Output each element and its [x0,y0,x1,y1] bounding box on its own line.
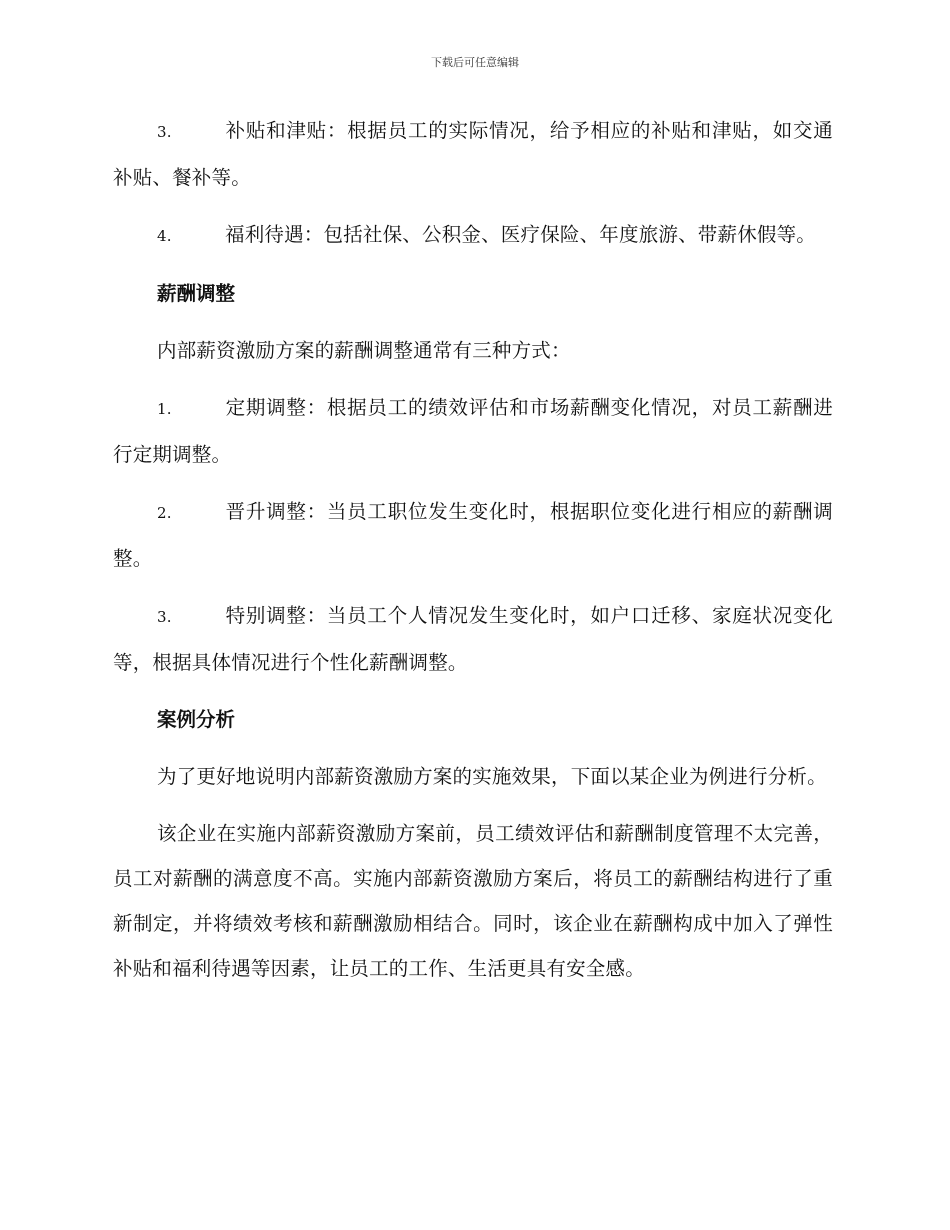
list-number: 4. [157,227,172,245]
list-number: 3. [157,608,172,626]
list-item [113,593,833,685]
list-text: 晋升调整：当员工职位发生变化时，根据职位变化进行相应的薪酬调整。 [113,500,833,570]
header-note: 下载后可任意编辑 [431,56,519,69]
list-number: 3. [157,123,172,141]
list-text: 定期调整：根据员工的绩效评估和市场薪酬变化情况，对员工薪酬进行定期调整。 [113,396,833,466]
section-heading-case-analysis: 案例分析 [157,708,236,731]
paragraph: 内部薪资激励方案的薪酬调整通常有三种方式： [157,339,571,362]
document-body [113,108,833,1003]
list-text: 福利待遇：包括社保、公积金、医疗保险、年度旅游、带薪休假等。 [225,223,817,246]
list-text: 特别调整：当员工个人情况发生变化时，如户口迁移、家庭状况变化等，根据具体情况进行个性化薪酬调整。 [113,604,833,674]
paragraph: 为了更好地说明内部薪资激励方案的实施效果，下面以某企业为例进行分析。 [157,765,827,788]
list-item [113,108,833,200]
list-item [113,212,833,259]
list-number: 2. [157,504,172,522]
list-item [113,385,833,477]
list-text: 补贴和津贴：根据员工的实际情况，给予相应的补贴和津贴，如交通补贴、餐补等。 [113,119,833,189]
paragraph: 该企业在实施内部薪资激励方案前，员工绩效评估和薪酬制度管理不太完善，员工对薪酬的满意度不高。实施内部薪资激励方案后，将员工的薪酬结构进行了重新制定，并将绩效考核和薪酬激励相结合。同时，该企业在薪酬构成中加入了弹性补贴和福利待遇等因素，让员工的工作、生活更具有安全感。 [113,822,833,980]
list-number: 1. [157,400,172,418]
section-heading-salary-adjustment: 薪酬调整 [157,282,236,305]
list-item [113,489,833,581]
